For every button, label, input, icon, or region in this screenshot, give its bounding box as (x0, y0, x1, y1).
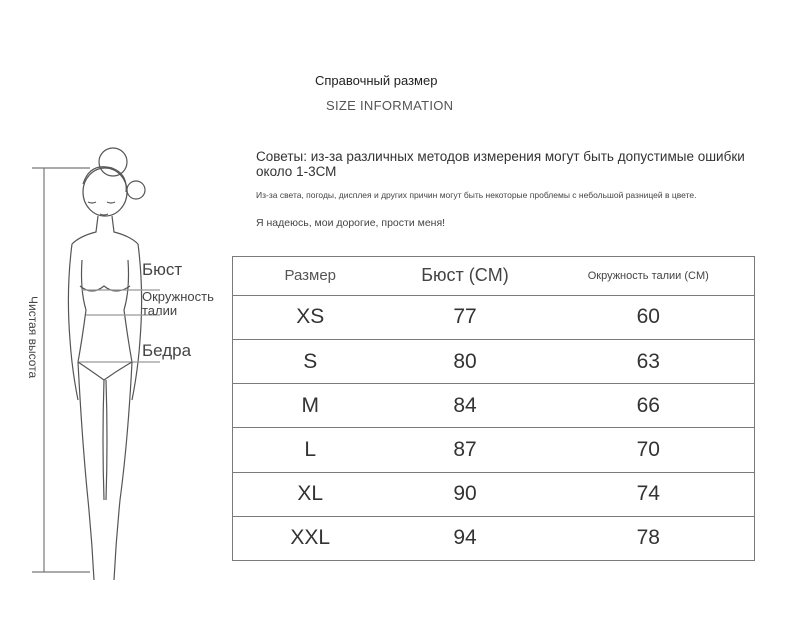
cell-waist: 78 (543, 516, 755, 560)
apology-note: Я надеюсь, мои дорогие, прости меня! (256, 217, 446, 229)
cell-waist: 70 (543, 428, 755, 472)
table-row (233, 472, 755, 516)
header-size: Размер (233, 257, 388, 296)
cell-waist: 74 (543, 472, 755, 516)
cell-bust: 90 (388, 472, 543, 516)
height-label: Чистая высота (26, 296, 40, 379)
cell-bust: 80 (388, 340, 543, 384)
table-row (233, 295, 755, 339)
cell-size: L (233, 428, 388, 472)
header-waist: Окружность талии (CM) (543, 257, 755, 296)
size-chart-table (232, 256, 755, 561)
cell-size: XL (233, 472, 388, 516)
cell-waist: 63 (543, 340, 755, 384)
table-row (233, 516, 755, 560)
cell-size: M (233, 384, 388, 428)
cell-waist: 66 (543, 384, 755, 428)
bust-label: Бюст (142, 260, 183, 279)
table-row (233, 428, 755, 472)
cell-bust: 84 (388, 384, 543, 428)
table-row (233, 340, 755, 384)
table-row (233, 384, 755, 428)
header-bust: Бюст (CM) (388, 257, 543, 296)
cell-size: XS (233, 295, 388, 339)
cell-size: S (233, 340, 388, 384)
body-figure-illustration (20, 140, 240, 590)
page-title: Справочный размер (315, 73, 438, 88)
hips-label: Бедра (142, 341, 192, 360)
waist-label: Окружность талии (142, 289, 214, 318)
color-note: Из-за света, погоды, дисплея и других причин могут быть некоторые проблемы с небольшой разницей в цвете. (256, 190, 697, 200)
cell-bust: 77 (388, 295, 543, 339)
cell-bust: 87 (388, 428, 543, 472)
page-subtitle: SIZE INFORMATION (326, 98, 454, 113)
cell-size: XXL (233, 516, 388, 560)
measurement-tip: Советы: из-за различных методов измерения могут быть допустимые ошибки около 1-3СМ (256, 149, 745, 179)
cell-waist: 60 (543, 295, 755, 339)
table-header-row (233, 257, 755, 296)
cell-bust: 94 (388, 516, 543, 560)
